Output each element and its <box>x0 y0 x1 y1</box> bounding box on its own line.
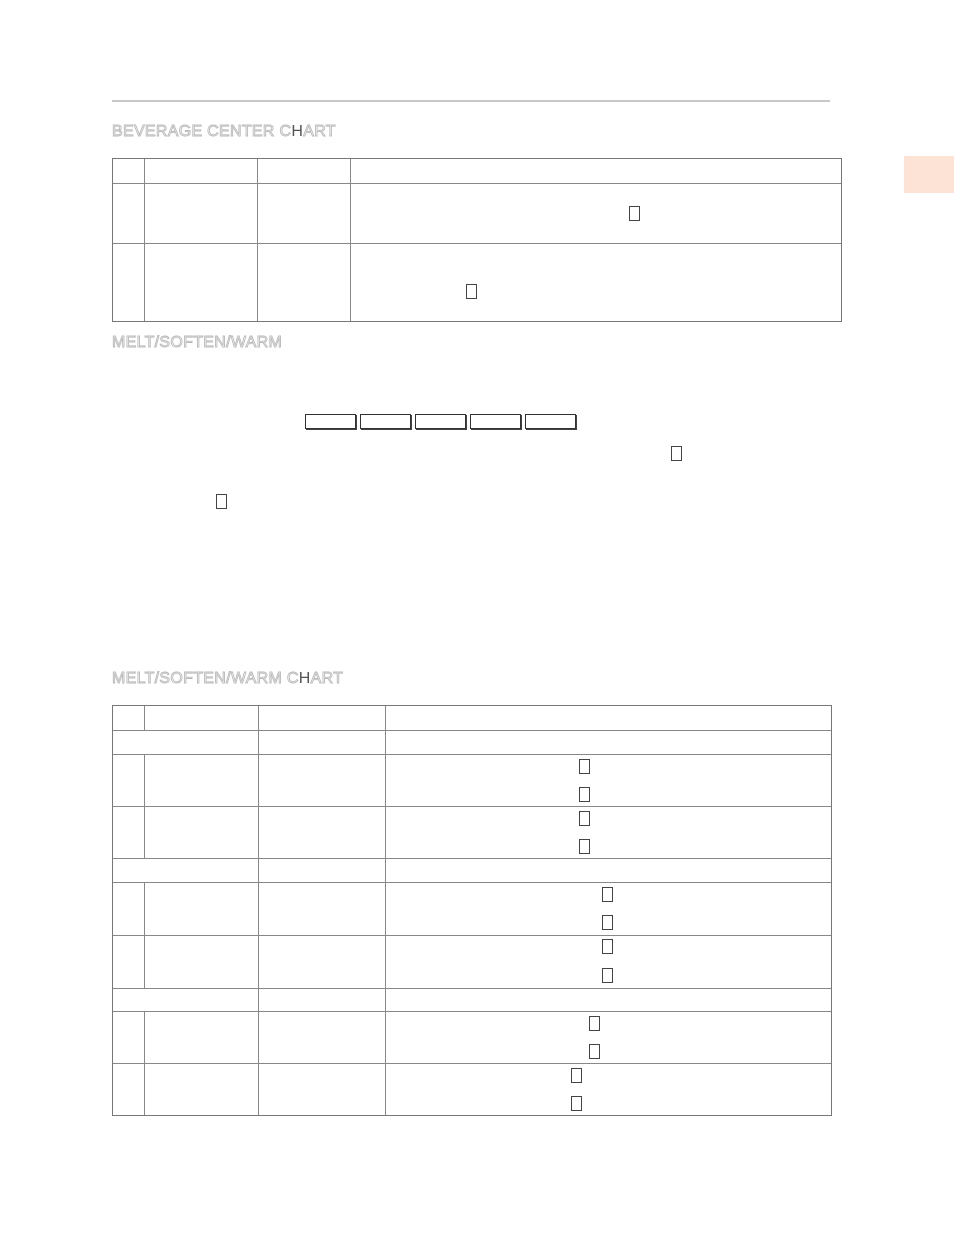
keypad-sequence <box>305 414 576 429</box>
missing-glyph-icon <box>579 839 590 854</box>
table-cell <box>258 706 385 730</box>
keypad-button[interactable] <box>470 414 521 429</box>
table-header-row <box>113 159 841 183</box>
top-rule <box>112 100 830 102</box>
heading-solid-letter: H <box>298 670 311 687</box>
table-cell <box>258 730 385 754</box>
table-cell <box>385 754 831 806</box>
table-cell <box>113 159 144 183</box>
table-cell <box>258 858 385 882</box>
missing-glyph-icon <box>579 759 590 774</box>
table-cell <box>258 806 385 858</box>
missing-glyph-icon <box>671 446 682 461</box>
table-cell <box>385 935 831 988</box>
melt-chart-table <box>112 705 832 1116</box>
table-row <box>113 806 831 858</box>
table-row <box>113 183 841 243</box>
table-row <box>113 882 831 935</box>
table-cell <box>144 806 258 858</box>
table-row <box>113 243 841 321</box>
table-cell <box>113 243 144 321</box>
missing-glyph-icon <box>571 1096 582 1111</box>
melt-soften-warm-heading-text: MELT/SOFTEN/WARM <box>112 334 283 351</box>
table-cell <box>144 882 258 935</box>
missing-glyph-icon <box>629 206 640 221</box>
table-cell <box>385 806 831 858</box>
table-cell <box>258 988 385 1011</box>
missing-glyph-icon <box>589 1044 600 1059</box>
table-cell <box>258 882 385 935</box>
heading-solid-letter: H <box>291 123 304 140</box>
table-cell <box>113 858 258 882</box>
table-cell <box>144 1011 258 1063</box>
missing-glyph-icon <box>579 811 590 826</box>
table-section-row <box>113 988 831 1011</box>
table-cell <box>385 882 831 935</box>
table-row <box>113 1063 831 1115</box>
table-header-row <box>113 706 831 730</box>
table-cell <box>257 243 350 321</box>
table-row <box>113 754 831 806</box>
missing-glyph-icon <box>589 1016 600 1031</box>
table-cell <box>113 1011 144 1063</box>
table-cell <box>258 935 385 988</box>
table-cell <box>144 935 258 988</box>
keypad-button[interactable] <box>415 414 466 429</box>
missing-glyph-icon <box>216 494 227 509</box>
table-cell <box>113 988 258 1011</box>
table-cell <box>350 243 841 321</box>
table-cell <box>113 730 258 754</box>
keypad-button[interactable] <box>525 414 576 429</box>
missing-glyph-icon <box>602 915 613 930</box>
melt-chart-heading-text: MELT/SOFTEN/WARM CHART <box>112 670 344 687</box>
missing-glyph-icon <box>579 787 590 802</box>
table-cell <box>258 754 385 806</box>
table-cell <box>385 1011 831 1063</box>
beverage-chart-table <box>112 158 842 322</box>
table-cell <box>144 706 258 730</box>
table-cell <box>385 988 831 1011</box>
missing-glyph-icon <box>602 887 613 902</box>
table-cell <box>144 754 258 806</box>
table-cell <box>113 183 144 243</box>
section-tab <box>904 156 954 193</box>
table-cell <box>385 858 831 882</box>
missing-glyph-icon <box>602 968 613 983</box>
table-cell <box>257 159 350 183</box>
table-cell <box>350 159 841 183</box>
table-cell <box>144 183 257 243</box>
missing-glyph-icon <box>466 284 477 299</box>
table-cell <box>350 183 841 243</box>
table-cell <box>113 754 144 806</box>
table-cell <box>258 1011 385 1063</box>
missing-glyph-icon <box>602 939 613 954</box>
table-cell <box>113 806 144 858</box>
keypad-button[interactable] <box>360 414 411 429</box>
table-cell <box>385 730 831 754</box>
table-section-row <box>113 730 831 754</box>
table-cell <box>113 882 144 935</box>
missing-glyph-icon <box>571 1068 582 1083</box>
table-row <box>113 935 831 988</box>
beverage-chart-heading <box>112 123 336 141</box>
table-cell <box>385 1063 831 1115</box>
beverage-chart-heading-text: BEVERAGE CENTER CHART <box>112 123 336 140</box>
table-cell <box>144 243 257 321</box>
table-cell <box>258 1063 385 1115</box>
table-section-row <box>113 858 831 882</box>
table-row <box>113 1011 831 1063</box>
table-cell <box>144 1063 258 1115</box>
melt-soften-warm-heading <box>112 334 282 352</box>
table-cell <box>257 183 350 243</box>
table-cell <box>385 706 831 730</box>
table-cell <box>113 706 144 730</box>
melt-chart-heading <box>112 670 343 688</box>
table-cell <box>113 935 144 988</box>
table-cell <box>144 159 257 183</box>
table-cell <box>113 1063 144 1115</box>
keypad-button[interactable] <box>305 414 356 429</box>
